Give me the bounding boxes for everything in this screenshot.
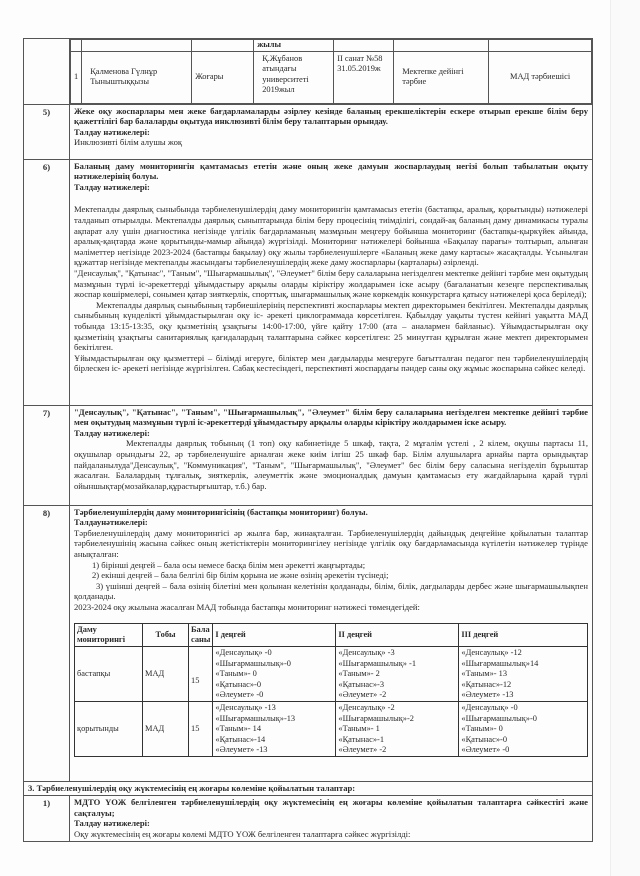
section-body: Инклюзивті білім алушы жоқ [74, 137, 183, 148]
staff-position: МАД тәрбиешісі [489, 51, 592, 103]
level-item: 3) үшінші деңгей – бала өзінің білетіні мен қолынан келетінін қолданады, білім, білік, дағдыларды дербес және шығармашылықпен қолданады. [74, 580, 588, 602]
staff-category: II санат №58 31.05.2019ж [334, 51, 394, 103]
section-number: 5) [24, 104, 70, 159]
section-number: 7) [24, 405, 70, 505]
results-label: Талдау нәтижелері: [74, 427, 150, 438]
level2-cell: «Денсаулық» -2 «Шығармашылық»-2 «Таным»- 1 «Қатынас»-1 «Әлеумет» -2 [336, 702, 459, 757]
staff-cell [70, 39, 593, 105]
section-number: 8) [24, 505, 70, 782]
group-cell: МАД [143, 647, 189, 702]
group-cell: МАД [143, 702, 189, 757]
header-fragment: жылы [254, 40, 334, 52]
table-caption: 2023-2024 оқу жылына жасалған МАД тобында бастапқы мониторинг нәтижесі төмендегідей: [74, 601, 420, 612]
section-paragraph: Тәрбиеленушілердің даму мониторингісі әр жылға бар, жинақталған. Тәрбиеленушілердің дайындық деңгейіне қойылатын талаптар тәрбиеленушінің жасына сәйкес оның жетістіктерін мониторингілеу негізінде үлгілік оқу бағдарламасында күтілетін нәтижелер түрінде анықталған: [74, 527, 588, 559]
col-header: Тобы [143, 623, 189, 647]
staff-no: 1 [71, 51, 82, 103]
section-content [70, 505, 593, 782]
section-7 [24, 405, 593, 505]
section-title: Баланың даму мониторингін қамтамасыз ететін және оның жеке дамуын жоспарлаудың негізі болып табылатын оқыту нәтижелерінің болуы. [74, 160, 588, 182]
empty-num-cell [24, 39, 70, 105]
monitoring-table [74, 623, 588, 758]
results-label: Талдау нәтижелері: [74, 818, 150, 829]
staff-institution: Қ.Жұбанов атындағы университеті 2019жыл [254, 51, 334, 103]
section-title: "Денсаулық", "Қатынас", "Таным", "Шығармашылық", "Әлеумет" білім беру салаларына негізделген мектепке дейінгі тәрбие мен оқытудың мазмұнын түрлі іс-әрекеттерді ұйымдастыру арқылы оларды кіріктіру жолдарымен іске асыру. [74, 406, 588, 428]
staff-specialty: Мектепке дейінгі тәрбие [394, 51, 489, 103]
col-header: I деңгей [213, 623, 336, 647]
section-title: Тәрбиеленушілердің даму мониторингісінің (бастапқы мониторинг) болуы. [74, 506, 368, 517]
level3-cell: «Денсаулық» -0 «Шығармашылық»-0 «Таным»- 0 «Қатынас»-0 «Әлеумет» -0 [459, 702, 588, 757]
results-label: Талдау нәтижелері: [74, 126, 150, 137]
section-6 [24, 159, 593, 405]
section-title: Жеке оқу жоспарлары мен жеке бағдарламаларды әзірлеу кезінде баланың ерекшеліктерін ескере отырып ерекше білім беру қажеттілігі бар балаларды оқытуда инклюзивті білім беру талаптарын орындау. [74, 105, 588, 127]
col-header: Бала саны [189, 623, 213, 647]
section-content [70, 796, 593, 842]
section-body: Оқу жүктемесінің ең жоғары көлемі МДТО ҮОЖ белгіленген талаптарға сәйкес жүргізілді: [74, 828, 411, 839]
section-8 [24, 505, 593, 782]
section-content [70, 159, 593, 405]
page-margin [610, 0, 640, 876]
results-label: Талдау нәтижелері: [74, 181, 150, 192]
level3-cell: «Денсаулық» -12 «Шығармашылық»14 «Таным»- 13 «Қатынас»-12 «Әлеумет» -13 [459, 647, 588, 702]
section-3-item-1 [24, 796, 593, 842]
staff-table [70, 39, 592, 104]
section-title: МДТО ҮОЖ белгіленген тәрбиеленушілердің оқу жүктемесінің ең жоғары көлеміне қойылатын талаптарға сәйкестігі және сақталуы; [74, 797, 588, 818]
section-paragraph: Мектепалды даярлық сыныбында тәрбиеленушілердің даму мониторингін қамтамасыз ететін (бастапқы, аралық, қорытынды) нәтижелері талданып отырылды. Мектепалды даярлық сыныптарында білім беру процесінің тиімділігі, сондай-ақ баланың даму динамикасы туралы ақпарат алу үшін диагностика негізінде үлгілік бағдарламаның мазмұнын меңгеру бойынша мониторинг (бастапқы-қыркүйек айында, аралық-қаңтарда және қорытынды-мамыр айында) жүргізілді. Мониторинг нәтижелері бойынша «Бақылау парағы» толтырып, алынған мәліметтер негізінде 2023-2024 (бастапқы бақылау) оқу жылы тәрбиеленушілерге «Баланың жеке даму картасы» жасақталды. Ұсынылған құжаттар негізінде мектепалды жасындағы тәрбиеленушілердің жеке даму жоспарлары (карталары) әзірленді. [74, 204, 588, 268]
level-item: 2) екінші деңгей – бала белгілі бір білім қорына ие және өзінің әрекетін түсінеді; [92, 570, 389, 581]
section-3-heading-row [24, 782, 593, 796]
section-3-heading: 3. Тәрбиеленушілердің оқу жүктемесінің ең жоғары көлеміне қойылатын талаптар: [24, 782, 593, 796]
level-item: 1) бірінші деңгей – бала осы немесе басқа білім мен әрекетті жаңғыртады; [92, 559, 366, 570]
section-paragraph: Мектепалды даярлық тобының (1 топ) оқу кабинетінде 5 шкаф, тақта, 2 мұғалім үстелі , 2 кілем, оқушы партасы 11, оқушылар орындығы 22, әр тәрбиеленушіге арналған жеке киім ілгіш 25 шкаф бар. Білім алушыларға арнайы парта орындықтар пайдаланылуда"Денсаулық", "Коммуникация", "Таным", "Шығармашылық", "Әлеумет" бес білім беру саласына негізделіп бұрыштар жасалған. Балалардың тұлғалық, зияткерлік, әлеуметтік және эмоционалдық дамуын қамтамасыз ету жағдайларына қарай түрлі ойыншықтар(мозайкалар,құрастырғыштар, т.б.) бар. [74, 438, 588, 491]
monitoring-row-final [75, 702, 588, 757]
stage-cell: бастапқы [75, 647, 143, 702]
level1-cell: «Денсаулық» -0 «Шығармашылық»-0 «Таным»- 0 «Қатынас»-0 «Әлеумет» -0 [213, 647, 336, 702]
section-paragraph: Мектепалды даярлық сыныбының тәрбиешілерінің перспективті жоспарлары мектеп директорымен бекітілген. Мектепалды даярлық сыныбының күнделікті ұйымдастырылған оқу іс- әрекеті циклограммада көрсетілген. Қабылдау уақыты түстен кейінгі уақытта МАД тобында 13:15-13:35, оқу қызметінің ұзақтығы 14:00-17:00, үйге қайту 17:00 (ата – аналармен байланыс). Ұйымдастырылған оқу қызметінің ұзақтығы санитариялық қағидалардың талаптарына сәйкес көрсетілген: 25 минуттан құрылған және мектеп директорымен бекітілген. [74, 299, 588, 353]
section-content [70, 104, 593, 159]
section-paragraph: Ұйымдастырылған оқу қызметтері – білімді игеруге, біліктер мен дағдыларды меңгеруге бағытталған педагог пен тәрбиеленушілердің бірлескен іс- әрекеті негізінде жүргізілген. Сабақ кестесіндегі, перспективті жоспардағы пәндер саны оқу жұмыс жоспарына сәйкес келеді. [74, 352, 588, 374]
section-5 [24, 104, 593, 159]
staff-header-row [71, 40, 592, 52]
level2-cell: «Денсаулық» -3 «Шығармашылық» -1 «Таным»- 2 «Қатынас»-3 «Әлеумет» -2 [336, 647, 459, 702]
staff-education: Жоғары [192, 51, 254, 103]
staff-row [71, 51, 592, 103]
stage-cell: қорытынды [75, 702, 143, 757]
col-header: III деңгей [459, 623, 588, 647]
section-number: 1) [24, 796, 70, 842]
level1-cell: «Денсаулық» -13 «Шығармашылық»-13 «Таным»- 14 «Қатынас»-14 «Әлеумет» -13 [213, 702, 336, 757]
staff-row-container [24, 39, 593, 105]
section-content [70, 405, 593, 505]
results-label: Талдаунәтижелері: [74, 517, 148, 528]
inspection-table [23, 38, 593, 842]
staff-name: Қалменова Гүлнұр Тыныштыққызы [82, 51, 192, 103]
col-header: II деңгей [336, 623, 459, 647]
col-header: Даму мониторингі [75, 623, 143, 647]
count-cell: 15 [189, 702, 213, 757]
section-paragraph: "Денсаулық", "Қатынас", "Таным", "Шығармашылық", "Әлеумет" білім беру салаларына негізделген мектепке дейінгі тәрбие мен оқытудың мазмұнын түрлі іс-әрекеттерді ұйымдастыру арқылы оларды кіріктіру жолдарымен іске асыру (бағаланатын кезеңге перспективалық жоспар көшірмелері, сонымен қатар зияткерлік, спорттық, шығармашылық және көркемдік конкурстарға қатысу нәтижелері қоса беріледі); [74, 267, 588, 300]
count-cell: 15 [189, 647, 213, 702]
section-number: 6) [24, 159, 70, 405]
monitoring-row-initial [75, 647, 588, 702]
monitoring-header-row [75, 623, 588, 647]
